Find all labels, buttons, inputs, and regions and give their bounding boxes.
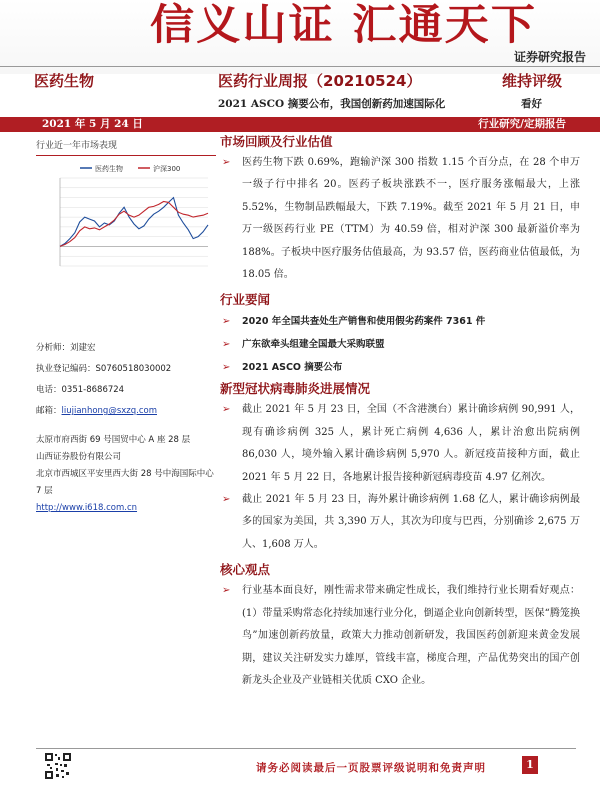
core-view-text: 行业基本面良好，刚性需求带来确定性成长，我们维持行业长期看好观点：(1）带量采购常态化持续加速行业分化，倒逼企业向创新转型，医保“腾笼换鸟”加速创新药放量，政策大力推动创新研发，我国医药创新迎来黄金发展期，建议关注研发实力雄厚，管线丰富，梯度合理，产品优势突出的国产创新龙头企业及产业链相关优质 CXO 企业。 — [242, 585, 580, 686]
analyst-name-label: 分析师： — [36, 343, 71, 353]
news-item — [220, 356, 580, 379]
arrow-bullet-icon: ➢ — [222, 316, 231, 328]
industry-name: 医药生物 — [34, 72, 95, 90]
analyst-phone-label: 电话： — [36, 385, 62, 395]
arrow-bullet-icon: ➢ — [222, 362, 231, 374]
news-item-text: 广东欲牵头组建全国最大采购联盟 — [242, 339, 385, 351]
news-item — [220, 310, 580, 333]
analyst-name: 刘建宏 — [70, 343, 96, 353]
arrow-bullet-icon: ➢ — [222, 404, 231, 416]
address-line-1: 太原市府西街 69 号国贸中心 A 座 28 层 — [36, 435, 191, 445]
page-number: 1 — [522, 756, 538, 774]
analyst-license-label: 执业登记编码： — [36, 364, 96, 374]
rating-label: 维持评级 — [501, 72, 562, 90]
brand-slogan: 信义山证 汇通天下 — [150, 0, 538, 49]
covid-domestic-text: 截止 2021 年 5 月 23 日，全国（不含港澳台）累计确诊病例 90,991 人，现有确诊病例 325 人，累计死亡病例 4,636 人，累计治愈出院病例 86,030 人，境外输入累计确诊病例 5,970 人。新冠疫苗接种方面，截止 2021 年 5 月 22 日，各地累计报告接种新冠病毒疫苗 4.97 亿剂次。 — [242, 404, 580, 483]
analyst-email-link[interactable]: liujianhong@sxzq.com — [61, 406, 157, 416]
analyst-license: S0760518030002 — [95, 364, 172, 374]
analyst-email-row — [36, 401, 216, 422]
analyst-name-row — [36, 338, 216, 359]
address-line-2: 山西证券股份有限公司 — [36, 452, 122, 462]
covid-overseas-text: 截止 2021 年 5 月 23 日，海外累计确诊病例 1.68 亿人，累计确诊病例最多的国家为美国，共 3,390 万人，其次为印度与巴西，分别确诊 2,675 万人、1,608 万人。 — [242, 494, 580, 550]
footer-divider — [36, 748, 576, 749]
report-date: 2021 年 5 月 24 日 — [42, 118, 143, 130]
qr-code-icon — [44, 752, 72, 780]
report-title: 医药行业周报（20210524） — [218, 72, 422, 90]
arrow-bullet-icon: ➢ — [222, 494, 231, 506]
market-performance-chart — [36, 158, 216, 286]
sidebar — [36, 132, 216, 286]
legend-label: 沪深300 — [153, 165, 181, 173]
covid-domestic-paragraph — [220, 399, 580, 489]
disclaimer-notice: 请务必阅读最后一页股票评级说明和免责声明 — [256, 762, 486, 774]
covid-overseas-paragraph — [220, 489, 580, 556]
title-row — [0, 70, 600, 94]
main-content — [220, 132, 580, 692]
arrow-bullet-icon: ➢ — [222, 585, 231, 597]
chart-series-line — [60, 198, 208, 247]
core-view-paragraph — [220, 580, 580, 692]
company-address — [36, 432, 218, 517]
news-item — [220, 333, 580, 356]
section-title-market: 市场回顾及行业估值 — [220, 134, 333, 149]
company-website-link[interactable]: http://www.i618.com.cn — [36, 503, 138, 513]
rating-outlook: 看好 — [521, 98, 542, 110]
report-type-label: 证券研究报告 — [513, 50, 586, 64]
analyst-license-row — [36, 359, 216, 380]
section-title-core: 核心观点 — [220, 562, 271, 578]
analyst-phone-row — [36, 380, 216, 401]
news-item-text: 2020 年全国共查处生产销售和使用假劣药案件 7361 件 — [242, 316, 486, 328]
market-review-text: 医药生物下跌 0.69%，跑输沪深 300 指数 1.15 个百分点，在 28 个申万一级子行中排名 20。医药子板块涨跌不一，医疗服务涨幅最大，上涨 5.52%，生物制品跌幅最大，下跌 7.19%。截至 2021 年 5 月 21 日，申万一级医药行业 PE（TTM）为 40.59 倍，相对沪深 300 最新溢价率为 188%。子板块中医疗服务估值最高，为 93.57 倍，医药商业估值最低，为 18.05 倍。 — [242, 157, 580, 281]
section-title-covid: 新型冠状病毒肺炎进展情况 — [220, 381, 371, 397]
report-category: 行业研究/定期报告 — [478, 118, 566, 130]
address-line-3: 北京市西城区平安里西大街 28 号中海国际中心 7 层 — [36, 469, 214, 496]
analyst-phone: 0351-8686724 — [61, 385, 125, 395]
analyst-email-label: 邮箱： — [36, 406, 62, 416]
arrow-bullet-icon: ➢ — [222, 339, 231, 351]
news-item-text: 2021 ASCO 摘要公布 — [242, 362, 343, 374]
market-review-paragraph — [220, 152, 580, 286]
header-divider — [0, 66, 600, 67]
analyst-info — [36, 338, 216, 422]
arrow-bullet-icon: ➢ — [222, 157, 231, 168]
chart-title: 行业近一年市场表现 — [36, 138, 216, 156]
section-title-news: 行业要闻 — [220, 292, 271, 308]
legend-label: 医药生物 — [95, 165, 123, 173]
report-subtitle: 2021 ASCO 摘要公布，我国创新药加速国际化 — [218, 98, 446, 110]
header-banner — [0, 0, 600, 74]
date-bar — [0, 117, 600, 132]
chart-svg — [36, 158, 216, 286]
